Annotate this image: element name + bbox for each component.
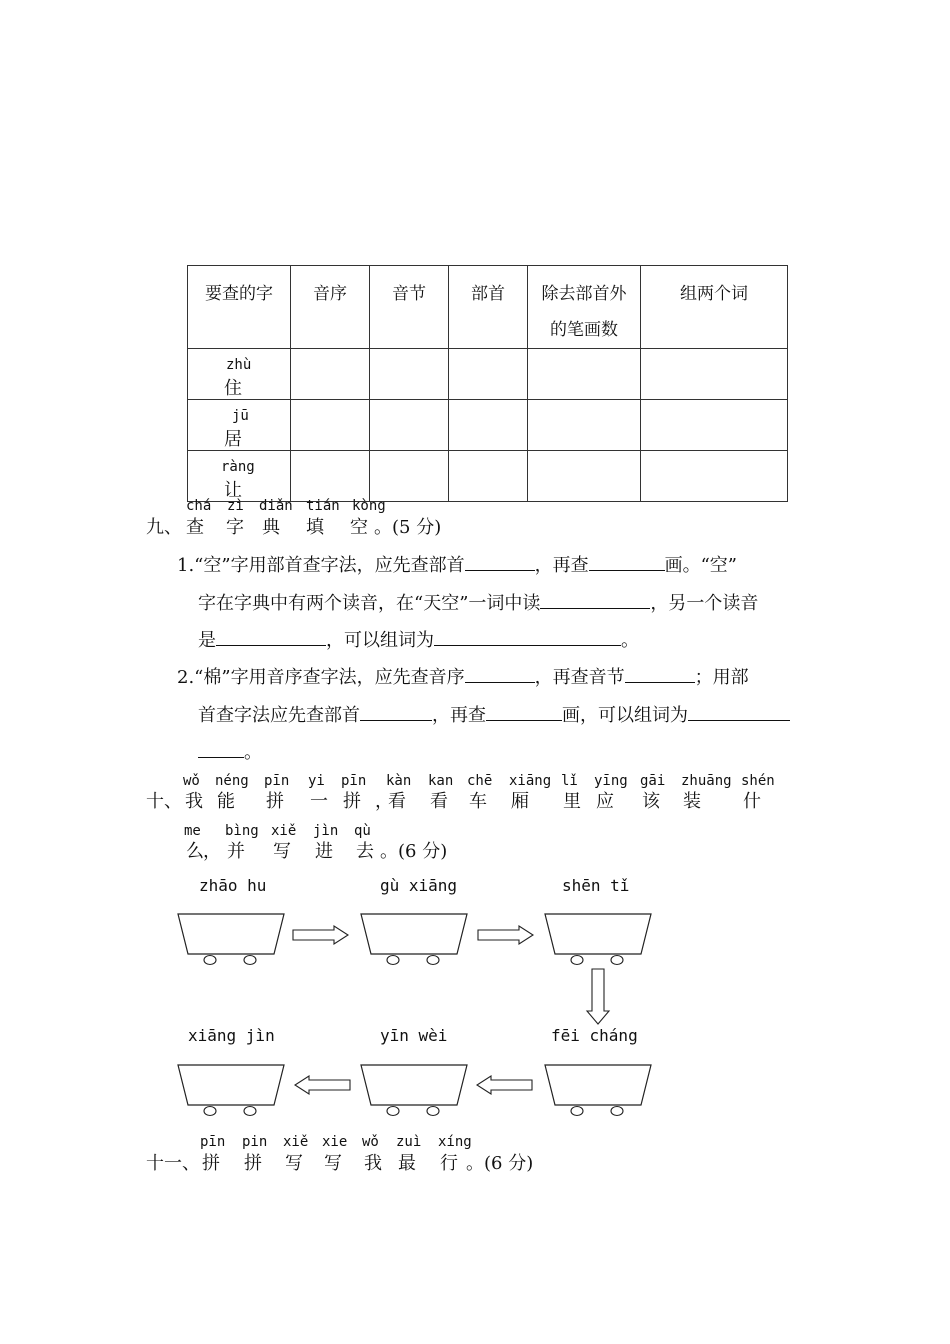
title-char: 拼 [266, 791, 284, 812]
pinyin: tián [306, 498, 340, 514]
header-cell: 音节 [370, 266, 449, 349]
pinyin: gāi [640, 773, 666, 789]
title-char: 看 [430, 791, 448, 812]
pinyin: xiě [271, 823, 297, 839]
wagon-label: xiāng jìn [188, 1026, 275, 1045]
title-char: 该 [642, 791, 660, 812]
arrow-left-icon [477, 1076, 532, 1094]
title-char: 典 [262, 517, 280, 538]
header-cell: 要查的字 [188, 266, 291, 349]
wagon-3[interactable] [545, 914, 651, 965]
pinyin: yīng [594, 773, 628, 789]
title-char: 写 [324, 1153, 342, 1174]
title-char: 我 [185, 791, 203, 812]
pinyin: shén [741, 773, 775, 789]
pinyin: chē [467, 773, 493, 789]
wagon-5[interactable] [361, 1065, 467, 1116]
pinyin: kan [428, 773, 454, 789]
q9-item1-line1: 1.“空”字用部首查字法，应先查部首 ，再查 画。“空” [177, 551, 737, 577]
pinyin: yi [308, 773, 325, 789]
pinyin: lǐ [561, 773, 578, 789]
arrow-right-icon [478, 926, 533, 944]
title-char: 厢 [511, 791, 529, 812]
char-cell: ràng 让 [188, 451, 291, 502]
title-char: 里 [563, 791, 581, 812]
score-note: 。(6 分) [466, 1153, 534, 1174]
pinyin: pīn [341, 773, 367, 789]
arrow-down-icon [587, 969, 609, 1024]
wagon-label: gù xiāng [380, 876, 458, 895]
title-char: 写 [273, 841, 291, 862]
title-char: 装 [683, 791, 701, 812]
pinyin: me [184, 823, 201, 839]
header-cell: 音序 [291, 266, 370, 349]
title-char: 行 [440, 1153, 458, 1174]
title-char: 么 [186, 841, 204, 862]
char-cell: zhù 住 [188, 349, 291, 400]
pinyin: bìng [225, 823, 259, 839]
pinyin: jìn [313, 823, 339, 839]
arrow-right-icon [293, 926, 348, 944]
q9-item2-line2: 首查字法应先查部首 ，再查 画，可以组词为 [198, 701, 790, 727]
pinyin: pīn [264, 773, 290, 789]
title-char: 去 [356, 841, 374, 862]
header-cell: 组两个词 [641, 266, 788, 349]
title-char: 我 [364, 1153, 382, 1174]
pinyin: néng [215, 773, 249, 789]
header-line: 除去部首外 [541, 284, 627, 304]
title-char: 拼 [202, 1153, 220, 1174]
pinyin: zì [227, 498, 244, 514]
char-cell: jū 居 [188, 400, 291, 451]
title-char: 最 [398, 1153, 416, 1174]
wagon-1[interactable] [178, 914, 284, 965]
q9-item2-line1: 2.“棉”字用音序查字法，应先查音序 ，再查音节 ；用部 [177, 663, 749, 689]
wagon-6[interactable] [545, 1065, 651, 1116]
pinyin: pīn [200, 1134, 226, 1150]
header-line: 的笔画数 [550, 320, 618, 340]
title-char: 拼 [244, 1153, 262, 1174]
pinyin: diǎn [259, 498, 293, 514]
title-char: 字 [226, 517, 244, 538]
wagon-label: shēn tǐ [562, 876, 630, 895]
pinyin: xiāng [509, 773, 552, 789]
pinyin: xíng [438, 1134, 472, 1150]
pinyin: kòng [352, 498, 386, 514]
title-char: 拼 [343, 791, 361, 812]
q9-prefix: 九、 [146, 517, 182, 538]
score-note: 。(6 分) [380, 841, 448, 862]
score-note: 。(5 分) [374, 517, 442, 538]
title-char: 查 [186, 517, 204, 538]
pinyin: kàn [386, 773, 412, 789]
wagon-label: zhāo hu [199, 876, 267, 895]
pinyin: wǒ [362, 1134, 379, 1150]
title-char: ， [375, 791, 393, 812]
q9-item1-line3: 是 ，可以组词为 。 [198, 626, 639, 652]
pinyin: zuì [396, 1134, 422, 1150]
wagon-label: fēi cháng [551, 1026, 638, 1045]
title-char: 能 [217, 791, 235, 812]
title-char: 什 [743, 791, 761, 812]
title-char: 看 [388, 791, 406, 812]
q11-prefix: 十一、 [146, 1153, 200, 1174]
title-char: 填 [306, 517, 324, 538]
title-char: 写 [285, 1153, 303, 1174]
pinyin: wǒ [183, 773, 200, 789]
pinyin: xie [322, 1134, 348, 1150]
title-char: 一 [310, 791, 328, 812]
pinyin: pin [242, 1134, 268, 1150]
header-cell: 部首 [449, 266, 528, 349]
wagon-4[interactable] [178, 1065, 284, 1116]
wagon-label: yīn wèi [380, 1026, 448, 1045]
title-char: 并 [227, 841, 245, 862]
q9-item2-line3: 。 [198, 738, 262, 764]
title-char: 空 [350, 517, 368, 538]
title-char: 车 [469, 791, 487, 812]
pinyin: qù [354, 823, 371, 839]
pinyin: xiě [283, 1134, 309, 1150]
pinyin: zhuāng [681, 773, 732, 789]
title-char: 进 [315, 841, 333, 862]
pinyin: chá [186, 498, 212, 514]
title-char: 应 [596, 791, 614, 812]
arrow-left-icon [295, 1076, 350, 1094]
wagon-2[interactable] [361, 914, 467, 965]
q10-prefix: 十、 [146, 791, 182, 812]
q9-item1-line2: 字在字典中有两个读音，在“天空”一词中读 ，另一个读音 [198, 589, 758, 615]
title-char: ， [203, 841, 221, 862]
